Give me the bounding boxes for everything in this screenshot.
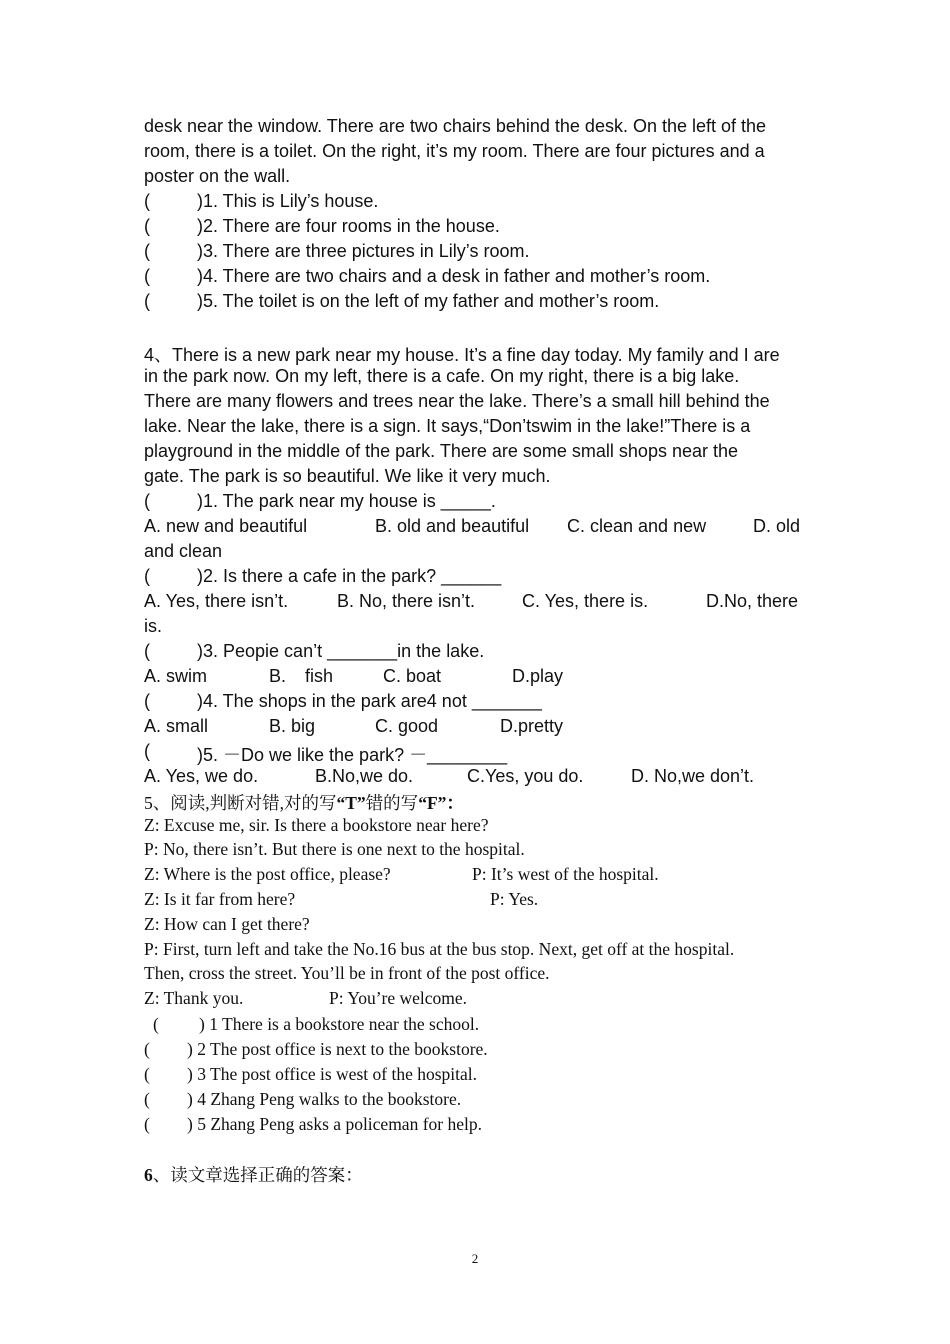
answer-paren: (: [144, 266, 150, 286]
passage-line: playground in the middle of the park. There are some small shops near the: [144, 441, 738, 461]
option-b: B.No,we do.: [315, 766, 414, 786]
heading-t: “T”: [336, 793, 366, 813]
answer-paren: (: [144, 241, 150, 261]
question-text: ) 4 Zhang Peng walks to the bookstore.: [187, 1089, 462, 1109]
heading-mid: 错的写: [365, 793, 419, 813]
answer-paren: (: [144, 1114, 150, 1134]
option-c: C.Yes, you do.: [467, 766, 584, 786]
question-text: ) 3 The post office is west of the hospital.: [187, 1064, 477, 1084]
answer-paren: (: [144, 491, 150, 511]
option-b: B. No, there isn’t.: [337, 591, 476, 611]
question-text: )1. This is Lily’s house.: [197, 191, 379, 211]
answer-paren: (: [144, 1089, 150, 1109]
option-b-letter: B.: [269, 666, 287, 686]
question-text: ) 2 The post office is next to the bookstore.: [187, 1039, 488, 1059]
option-c: C. boat: [383, 666, 442, 686]
passage-line: lake. Near the lake, there is a sign. It says,“Don’tswim in the lake!”There is a: [144, 416, 751, 436]
passage-line: in the park now. On my left, there is a cafe. On my right, there is a big lake.: [144, 366, 740, 386]
option-a: A. Yes, we do.: [144, 766, 259, 786]
question-text: )3. There are three pictures in Lily’s room.: [197, 241, 530, 261]
dialogue-line: Z: Excuse me, sir. Is there a bookstore near here?: [144, 815, 489, 835]
question-text: )5. －Do we like the park? －________: [197, 745, 508, 765]
answer-paren: (: [144, 691, 150, 711]
dialogue-line: P: You’re welcome.: [329, 988, 468, 1008]
passage-line: poster on the wall.: [144, 166, 291, 186]
passage-line: 4、There is a new park near my house. It’s a fine day today. My family and I are: [144, 345, 780, 365]
passage-line: gate. The park is so beautiful. We like it very much.: [144, 466, 551, 486]
question-text: )3. Peopie can’t _______in the lake.: [197, 641, 485, 661]
section-6-text: 、读文章选择正确的答案：: [152, 1165, 363, 1185]
option-c: C. Yes, there is.: [522, 591, 649, 611]
answer-paren: (: [144, 191, 150, 211]
question-text: )1. The park near my house is _____.: [197, 491, 496, 511]
option-a: A. small: [144, 716, 209, 736]
section-heading: [144, 790, 464, 815]
answer-paren: (: [144, 566, 150, 586]
option-c: C. clean and new: [567, 516, 707, 536]
dialogue-line: Z: Where is the post office, please?: [144, 864, 391, 884]
question-text: )4. There are two chairs and a desk in father and mother’s room.: [197, 266, 711, 286]
heading-f: “F”：: [418, 793, 464, 813]
answer-paren: (: [144, 216, 150, 236]
answer-paren: (: [144, 1064, 150, 1084]
option-d: D.No, there: [706, 591, 799, 611]
answer-paren: (: [153, 1014, 159, 1034]
dialogue-line: P: First, turn left and take the No.16 bus at the bus stop. Next, get off at the hospital.: [144, 939, 735, 959]
question-text: )2. Is there a cafe in the park? ______: [197, 566, 502, 586]
dialogue-line: Z: How can I get there?: [144, 914, 310, 934]
option-c: C. good: [375, 716, 439, 736]
answer-paren: (: [144, 291, 150, 311]
passage-line: room, there is a toilet. On the right, it’s my room. There are four pictures and a: [144, 141, 765, 161]
option-d: D. old: [753, 516, 801, 536]
option-a: A. swim: [144, 666, 207, 686]
dialogue-line: P: Yes.: [490, 889, 539, 909]
option-b: B. old and beautiful: [375, 516, 530, 536]
question-text: )2. There are four rooms in the house.: [197, 216, 500, 236]
option-wrap: and clean: [144, 541, 223, 561]
question-text: )5. The toilet is on the left of my father and mother’s room.: [197, 291, 660, 311]
dialogue-line: Z: Thank you.: [144, 988, 244, 1008]
section-6-heading: [144, 1162, 363, 1187]
answer-paren: (: [144, 1039, 150, 1059]
answer-paren: (: [144, 741, 150, 761]
dialogue-line: Z: Is it far from here?: [144, 889, 296, 909]
option-d: D. No,we don’t.: [631, 766, 755, 786]
option-b-text: fish: [305, 666, 334, 686]
dialogue-line: Then, cross the street. You’ll be in front of the post office.: [144, 963, 550, 983]
option-a: A. new and beautiful: [144, 516, 308, 536]
question-text: ) 5 Zhang Peng asks a policeman for help.: [187, 1114, 482, 1134]
option-d: D.play: [512, 666, 564, 686]
option-b: B. big: [269, 716, 316, 736]
section-6-number: 6: [144, 1165, 153, 1185]
dialogue-line: P: It’s west of the hospital.: [472, 864, 659, 884]
dialogue-line: P: No, there isn’t. But there is one next to the hospital.: [144, 839, 525, 859]
passage-line: desk near the window. There are two chairs behind the desk. On the left of the: [144, 116, 767, 136]
page-number: 2: [471, 1251, 479, 1266]
question-text: )4. The shops in the park are4 not _______: [197, 691, 542, 711]
heading-prefix: 5、阅读,判断对错,对的写: [144, 793, 337, 813]
question-text: ) 1 There is a bookstore near the school.: [199, 1014, 480, 1034]
answer-paren: (: [144, 641, 150, 661]
passage-line: There are many flowers and trees near the lake. There’s a small hill behind the: [144, 391, 770, 411]
option-a: A. Yes, there isn’t.: [144, 591, 289, 611]
option-wrap: is.: [144, 616, 162, 636]
option-d: D.pretty: [500, 716, 564, 736]
